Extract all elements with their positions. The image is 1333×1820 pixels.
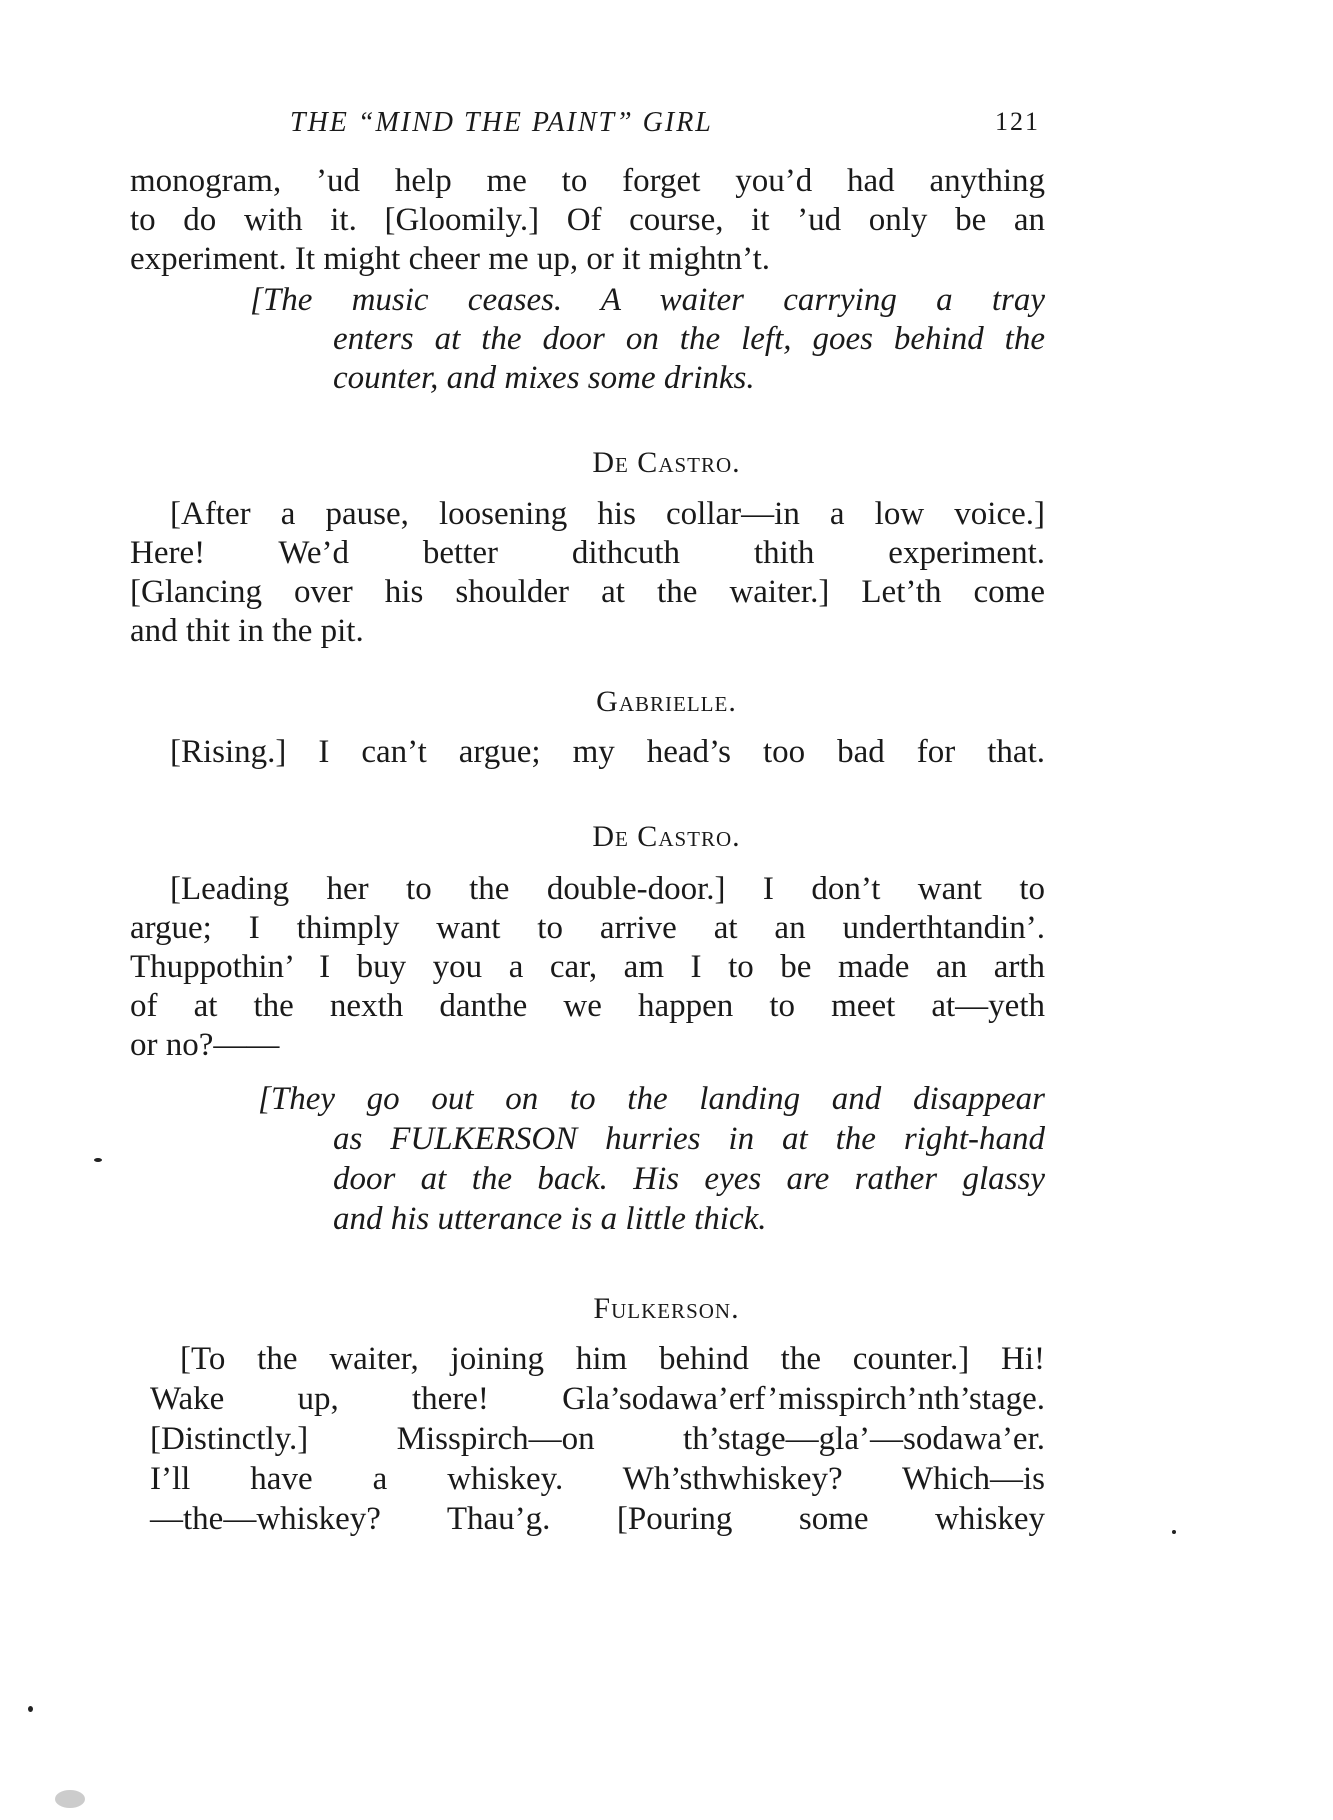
speaker-name: Fulkerson.: [593, 1292, 740, 1325]
text-line: to do with it. [Gloomily.] Of course, it ’ud only be an: [130, 202, 1045, 238]
text-line: Thuppothin’ I buy you a car, am I to be made an arth: [130, 949, 1045, 985]
speaker-name: De Castro.: [592, 820, 741, 853]
text-line: Here! We’d better dithcuth thith experiment.: [130, 535, 1045, 571]
text-line: experiment. It might cheer me up, or it mightn’t.: [130, 241, 770, 277]
running-header: THE “MIND THE PAINT” GIRL: [290, 107, 713, 138]
text-line: [Leading her to the double-door.] I don’t want to: [170, 871, 1045, 907]
stage-direction-line: as FULKERSON hurries in at the right-hand: [333, 1121, 1045, 1157]
text-line: [After a pause, loosening his collar—in a low voice.]: [170, 496, 1045, 532]
text-line: Wake up, there! Gla’sodawa’erf’misspirch’nth’stage.: [150, 1381, 1045, 1417]
text-line: and thit in the pit.: [130, 613, 364, 649]
print-speck: [94, 1158, 102, 1162]
text-line: of at the nexth danthe we happen to meet at—yeth: [130, 988, 1045, 1024]
stage-direction-line: counter, and mixes some drinks.: [333, 360, 755, 396]
stage-direction-line: door at the back. His eyes are rather glassy: [333, 1161, 1045, 1197]
stage-direction-line: and his utterance is a little thick.: [333, 1201, 767, 1237]
text-line: or no?——: [130, 1027, 280, 1063]
page-number: 121: [995, 107, 1040, 136]
stage-direction-line: [They go out on to the landing and disappear: [258, 1081, 1045, 1117]
print-speck: [1172, 1530, 1176, 1534]
text-line: monogram, ’ud help me to forget you’d had anything: [130, 163, 1045, 199]
text-line: —the—whiskey? Thau’g. [Pouring some whiskey: [150, 1501, 1045, 1537]
text-line: [Rising.] I can’t argue; my head’s too bad for that.: [170, 734, 1045, 770]
print-speck: [28, 1706, 33, 1712]
text-line: [To the waiter, joining him behind the counter.] Hi!: [180, 1341, 1045, 1377]
speaker-name: Gabrielle.: [596, 685, 737, 718]
stage-direction-line: enters at the door on the left, goes behind the: [333, 321, 1045, 357]
text-line: [Glancing over his shoulder at the waiter.] Let’th come: [130, 574, 1045, 610]
text-line: argue; I thimply want to arrive at an underthtandin’.: [130, 910, 1045, 946]
page-smudge: [55, 1790, 85, 1808]
stage-direction-line: [The music ceases. A waiter carrying a tray: [250, 282, 1045, 318]
text-line: I’ll have a whiskey. Wh’sthwhiskey? Which—is: [150, 1461, 1045, 1497]
speaker-name: De Castro.: [592, 446, 741, 479]
text-line: [Distinctly.] Misspirch—on th’stage—gla’—sodawa’er.: [150, 1421, 1045, 1457]
